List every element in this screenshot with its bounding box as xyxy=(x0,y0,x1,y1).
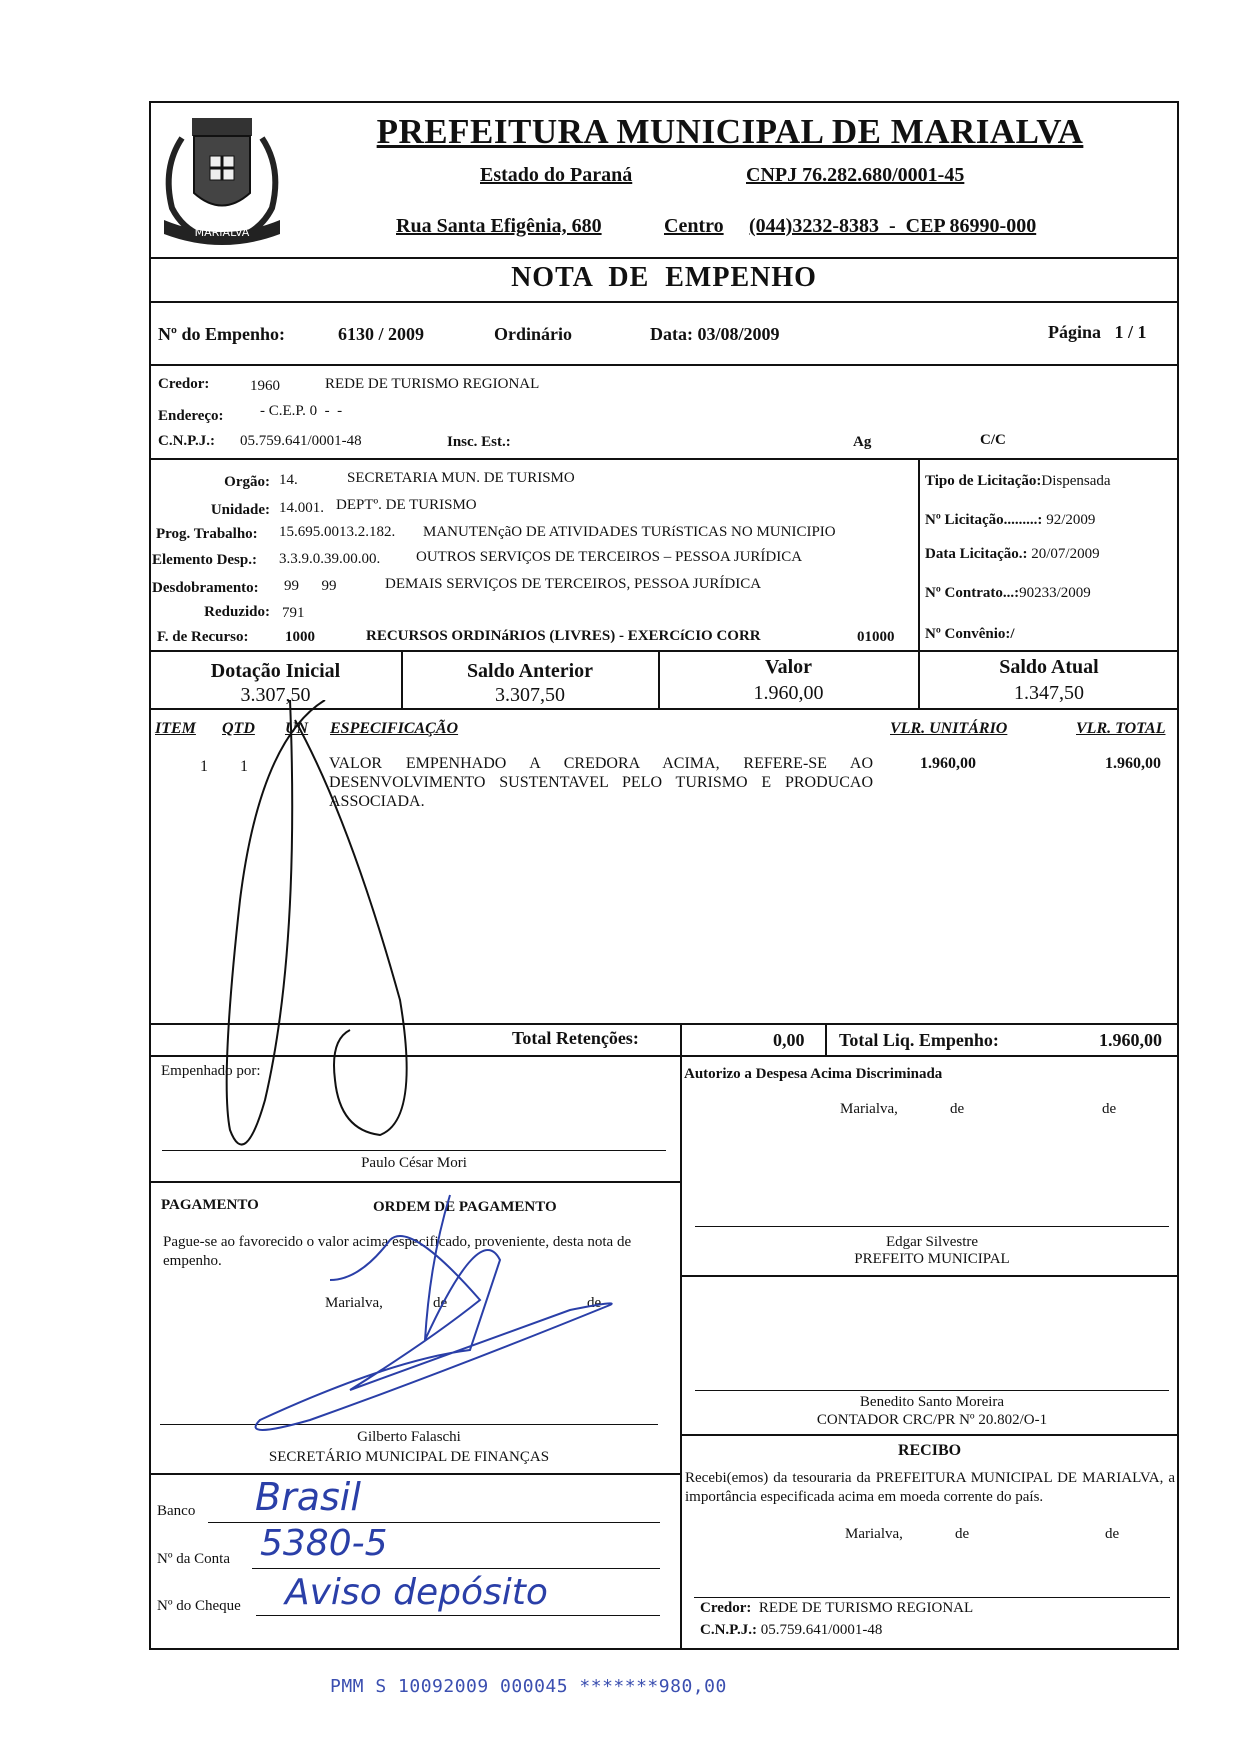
recurso-label: F. de Recurso: xyxy=(157,629,249,645)
divider xyxy=(149,257,1179,259)
recibo-cnpj-value: 05.759.641/0001-48 xyxy=(760,1622,883,1638)
licitacao-data-value: 20/07/2009 xyxy=(1031,546,1100,562)
cc-label: C/C xyxy=(980,432,1006,448)
empenhado-por-label: Empenhado por: xyxy=(161,1063,261,1079)
recibo-de-1: de xyxy=(955,1526,970,1542)
orgao-label: Orgão: xyxy=(224,474,270,490)
licitacao-num-value: 92/2009 xyxy=(1046,512,1096,528)
saldo-atual-label: Saldo Atual xyxy=(999,656,1099,678)
desdobramento-code: 99 99 xyxy=(284,578,337,594)
cnpj-credor-label: C.N.P.J.: xyxy=(158,433,215,449)
mechanical-stamp: PMM S 10092009 000045 *******980,00 xyxy=(330,1676,727,1697)
pagamento-de-1: de xyxy=(433,1295,448,1311)
signature-line xyxy=(695,1390,1169,1391)
autorizo-city: Marialva, xyxy=(840,1101,898,1117)
licitacao-numero xyxy=(925,512,1095,529)
licitacao-data xyxy=(925,546,1100,563)
prefeito-role: PREFEITO MUNICIPAL xyxy=(854,1251,1010,1267)
contrato-value: 90233/2009 xyxy=(1019,585,1091,601)
licitacao-tipo xyxy=(925,473,1111,490)
empenho-date: Data: 03/08/2009 xyxy=(650,324,780,344)
endereco-value: - C.E.P. 0 - - xyxy=(260,403,343,419)
item-total-value: 1.960,00 xyxy=(1105,755,1161,772)
valor-value: 1.960,00 xyxy=(753,682,824,704)
divider xyxy=(918,458,920,650)
item-unit-value: 1.960,00 xyxy=(920,755,976,772)
cheque-handwritten: Aviso depósito xyxy=(285,1572,548,1613)
credor-name: REDE DE TURISMO REGIONAL xyxy=(325,376,540,392)
recurso-name: RECURSOS ORDINáRIOS (LIVRES) - EXERCíCIO CORR xyxy=(366,628,761,644)
saldo-anterior-label: Saldo Anterior xyxy=(466,660,594,682)
autorizo-de-2: de xyxy=(1102,1101,1117,1117)
page-number: Página 1 / 1 xyxy=(1048,322,1147,342)
desdobramento-label: Desdobramento: xyxy=(152,580,259,596)
pagamento-signature-icon xyxy=(256,1195,612,1430)
col-header-un: UN xyxy=(285,720,309,737)
prog-trabalho-label: Prog. Trabalho: xyxy=(156,526,258,542)
conta-label: Nº da Conta xyxy=(157,1551,230,1567)
unidade-name: DEPTº. DE TURISMO xyxy=(336,497,477,513)
recibo-city: Marialva, xyxy=(845,1526,903,1542)
orgao-code: 14. xyxy=(279,472,298,488)
convenio-label: Nº Convênio:/ xyxy=(925,626,1015,642)
pagamento-de-2: de xyxy=(587,1295,602,1311)
orgao-name: SECRETARIA MUN. DE TURISMO xyxy=(347,470,575,486)
col-header-item: ITEM xyxy=(155,720,196,737)
signature-drawings xyxy=(150,700,690,1600)
item-qtd: 1 xyxy=(240,758,248,775)
elemento-code: 3.3.9.0.39.00.00. xyxy=(279,551,381,567)
ordem-pagamento-label: ORDEM DE PAGAMENTO xyxy=(373,1199,557,1215)
divider xyxy=(680,1275,1179,1277)
recibo-credor xyxy=(700,1600,973,1617)
ag-label: Ag xyxy=(853,434,872,450)
recurso-code: 1000 xyxy=(285,629,315,645)
banco-label: Banco xyxy=(157,1503,196,1519)
signature-line xyxy=(256,1615,660,1616)
licitacao-tipo-value: Dispensada xyxy=(1041,473,1111,489)
recibo-cnpj xyxy=(700,1622,882,1639)
recibo-credor-value: REDE DE TURISMO REGIONAL xyxy=(758,1600,974,1616)
col-header-especificacao: ESPECIFICAÇÃO xyxy=(330,720,459,737)
secretario-role: SECRETÁRIO MUNICIPAL DE FINANÇAS xyxy=(268,1449,550,1465)
recurso-number: 01000 xyxy=(857,629,895,645)
prefeito-name: Edgar Silvestre xyxy=(885,1234,979,1250)
col-header-vlr-total: VLR. TOTAL xyxy=(1076,720,1166,737)
unidade-code: 14.001. xyxy=(279,500,324,516)
prog-trabalho-code: 15.695.0013.2.182. xyxy=(279,524,396,540)
licitacao-data-label: Data Licitação.: xyxy=(925,546,1028,562)
licitacao-tipo-label: Tipo de Licitação: xyxy=(925,473,1042,489)
unidade-label: Unidade: xyxy=(210,502,270,518)
pagamento-text: Pague-se ao favorecido o valor acima especificado, proveniente, desta nota de empenho. xyxy=(163,1234,632,1269)
saldo-anterior-value: 3.307,50 xyxy=(495,684,565,706)
liquido-label: Total Liq. Empenho: xyxy=(839,1030,999,1050)
conta-handwritten: 5380-5 xyxy=(260,1523,388,1564)
cheque-label: Nº do Cheque xyxy=(157,1598,241,1614)
insc-est-label: Insc. Est.: xyxy=(447,434,511,450)
address-label: Rua Santa Efigênia, 680 xyxy=(396,215,602,237)
empenho-number-label: Nº do Empenho: xyxy=(158,324,285,344)
district-label: Centro xyxy=(664,215,724,237)
secretario-name: Gilberto Falaschi xyxy=(357,1429,461,1445)
saldo-atual-value: 1.347,50 xyxy=(1014,682,1084,704)
item-description: VALOR EMPENHADO A CREDORA ACIMA, REFERE-SE AO DESENVOLVIMENTO SUSTENTAVEL PELO TURISMO E PRODUCAO ASSOCIADA. xyxy=(329,755,873,810)
contrato-label: Nº Contrato...: xyxy=(925,585,1020,601)
retencoes-label: Total Retenções: xyxy=(512,1028,639,1048)
contador-role: CONTADOR CRC/PR Nº 20.802/O-1 xyxy=(816,1412,1048,1428)
recibo-cnpj-label: C.N.P.J.: xyxy=(700,1622,757,1638)
banco-handwritten: Brasil xyxy=(255,1475,361,1519)
divider xyxy=(825,1023,827,1055)
contador-name: Benedito Santo Moreira xyxy=(859,1394,1005,1410)
autorizo-de-1: de xyxy=(950,1101,965,1117)
recibo-text: Recebi(emos) da tesouraria da PREFEITURA MUNICIPAL DE MARIALVA, a importância especificada acima em moeda corrente do país. xyxy=(685,1470,1175,1505)
licitacao-contrato xyxy=(925,585,1091,602)
liquido-value: 1.960,00 xyxy=(1099,1030,1162,1050)
empenhado-por-name: Paulo César Mori xyxy=(361,1155,467,1171)
reduzido-label: Reduzido: xyxy=(204,604,270,620)
municipal-crest xyxy=(152,108,292,256)
recibo-label: RECIBO xyxy=(897,1442,962,1459)
empenho-number: 6130 / 2009 xyxy=(338,324,425,344)
elemento-name: OUTROS SERVIÇOS DE TERCEIROS – PESSOA JURÍDICA xyxy=(416,549,803,565)
empenho-type: Ordinário xyxy=(494,324,573,344)
col-header-qtd: QTD xyxy=(222,720,255,737)
valor-label: Valor xyxy=(764,656,813,678)
col-header-vlr-unitario: VLR. UNITÁRIO xyxy=(890,720,1008,737)
state-label: Estado do Paraná xyxy=(480,164,633,186)
reduzido-value: 791 xyxy=(282,605,305,621)
dotacao-inicial-label: Dotação Inicial xyxy=(210,660,341,682)
svg-text:MARIALVA: MARIALVA xyxy=(194,226,250,239)
cnpj-credor-value: 05.759.641/0001-48 xyxy=(240,433,362,449)
desdobramento-name: DEMAIS SERVIÇOS DE TERCEIROS, PESSOA JURÍDICA xyxy=(385,576,762,592)
divider xyxy=(680,1434,1179,1436)
recibo-de-2: de xyxy=(1105,1526,1120,1542)
pagamento-city: Marialva, xyxy=(325,1295,383,1311)
divider xyxy=(149,458,1179,460)
crest-icon xyxy=(152,108,292,256)
signature-line xyxy=(694,1597,1170,1598)
autorizo-label: Autorizo a Despesa Acima Discriminada xyxy=(684,1066,943,1082)
document-title: NOTA DE EMPENHO xyxy=(511,262,817,293)
dotacao-inicial-value: 3.307,50 xyxy=(240,684,311,706)
phone-cep-label: (044)3232-8383 - CEP 86990-000 xyxy=(749,215,1037,237)
retencoes-value: 0,00 xyxy=(773,1030,805,1050)
elemento-label: Elemento Desp.: xyxy=(152,552,257,568)
endereco-label: Endereço: xyxy=(158,408,224,424)
signature-line xyxy=(695,1226,1169,1227)
prog-trabalho-name: MANUTENçãO DE ATIVIDADES TURíSTICAS NO MUNICIPIO xyxy=(423,524,836,540)
pagamento-label: PAGAMENTO xyxy=(161,1197,259,1213)
divider xyxy=(149,650,1179,652)
divider xyxy=(149,301,1179,303)
credor-code: 1960 xyxy=(250,378,280,394)
item-number: 1 xyxy=(200,758,208,775)
page-title: PREFEITURA MUNICIPAL DE MARIALVA xyxy=(376,112,1084,151)
recibo-credor-label: Credor: xyxy=(700,1600,752,1616)
cnpj-label: CNPJ 76.282.680/0001-45 xyxy=(746,164,965,186)
divider xyxy=(149,364,1179,366)
empenho-signature-icon xyxy=(227,700,407,1145)
licitacao-num-label: Nº Licitação.........: xyxy=(925,512,1043,528)
credor-label: Credor: xyxy=(158,376,210,392)
